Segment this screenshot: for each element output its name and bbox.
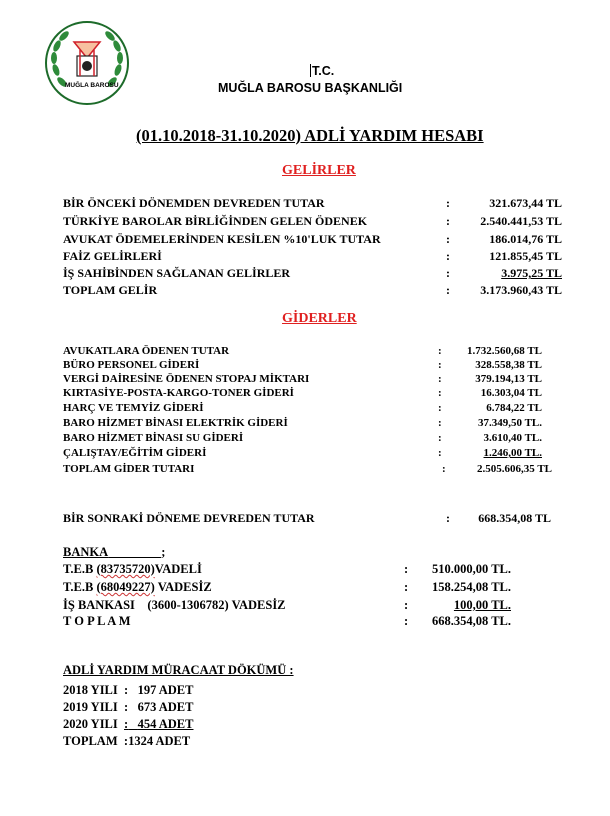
- applications-total-row: TOPLAM :1324 ADET: [63, 734, 191, 748]
- bank-account-row: T.E.B (68049227) VADESİZ : 158.254,08 TL.: [63, 580, 511, 594]
- applications-heading: ADLİ YARDIM MÜRACAAT DÖKÜMÜ :: [63, 663, 294, 677]
- expenses-heading: GİDERLER: [282, 311, 357, 326]
- logo-text: MUĞLA BAROSU: [65, 82, 119, 89]
- applications-year-row: 2019 YILI : 673 ADET: [63, 700, 194, 714]
- applications-year-row: 2020 YILI : 454 ADET: [63, 717, 194, 731]
- bank-account-row: İŞ BANKASI (3600-1306782) VADESİZ : 100,00 TL.: [63, 598, 511, 612]
- bank-account-row: T.E.B (83735720)VADELİ : 510.000,00 TL.: [63, 562, 511, 576]
- document-title: (01.10.2018-31.10.2020) ADLİ YARDIM HESABI: [136, 126, 484, 145]
- income-heading: GELİRLER: [282, 163, 356, 178]
- tc-heading: T.C.: [312, 64, 335, 78]
- bank-total-row: T O P L A M : 668.354,08 TL.: [63, 614, 511, 628]
- organization-heading: MUĞLA BAROSU BAŞKANLIĞI: [218, 81, 403, 95]
- bank-heading: BANKA ;: [63, 545, 166, 559]
- applications-year-row: 2018 YILI : 197 ADET: [63, 683, 194, 697]
- bar-association-logo: [44, 20, 130, 106]
